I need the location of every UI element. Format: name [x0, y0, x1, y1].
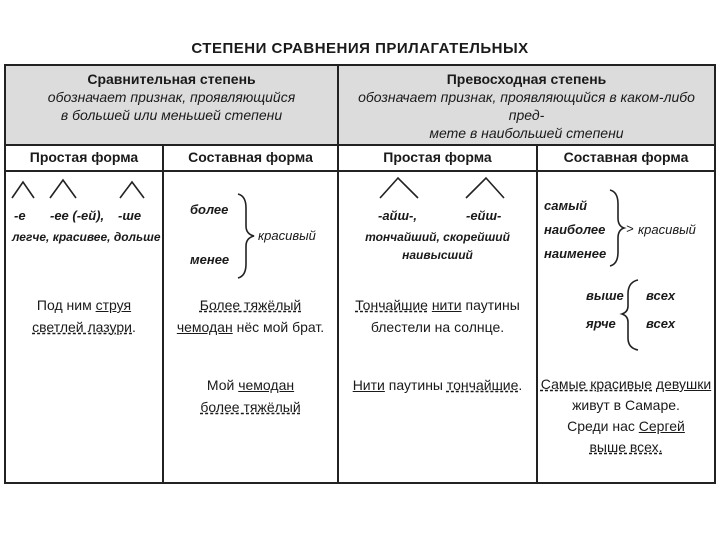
sup-arrow: > [626, 221, 634, 236]
comp-adj: красивый [258, 228, 316, 243]
comp-compound-sentence-1 [164, 294, 337, 338]
comp-word-bolee: более [190, 202, 229, 217]
cc-s1-w2: чемодан [176, 319, 233, 335]
sup-simple-header: Простая форма [383, 149, 492, 165]
sup-word-vseh-1: всех [646, 288, 676, 303]
superlative-title: Превосходная степень [446, 71, 607, 87]
sup-word-naimenee: наименее [544, 246, 607, 261]
superlative-desc-1: обозначает признак, проявляющийся в каком-либо пред- [358, 89, 695, 123]
comp-suffix-she: -ше [118, 208, 142, 223]
comp-compound-header: Составная форма [188, 149, 313, 165]
cc-s2-w3: более тяжёлый [200, 399, 301, 415]
comp-example-1: легче, [12, 230, 50, 244]
sc-s2-line2: выше всех. [589, 439, 663, 455]
cc-s2-w2: чемодан [238, 377, 295, 393]
cc-s1-w3: нёс мой брат. [236, 319, 325, 335]
ss-s1-w1: Тончайшие [355, 297, 428, 313]
comp-suffix-ee: -ее (-ей), [50, 208, 105, 223]
ss-s1-w3: паутины [465, 297, 520, 313]
sup-word-vyshe: выше [586, 288, 624, 303]
sc-s1-w1: Самые красивые [540, 376, 653, 392]
sup-simple-sentence-1 [339, 294, 536, 338]
subheader-divider [6, 170, 714, 172]
sup-brace-2 [6, 66, 7, 67]
comparative-desc-2: в большей или меньшей степени [60, 107, 283, 123]
ss-s1-w2: нити [431, 297, 462, 313]
page-title: СТЕПЕНИ СРАВНЕНИЯ ПРИЛАГАТЕЛЬНЫХ [191, 40, 529, 57]
ss-s1-line2: блестели на солнце. [370, 319, 505, 335]
superlative-desc-2: мете в наибольшей степени [429, 125, 624, 141]
sup-word-samyi: самый [544, 198, 588, 213]
sup-word-vseh-2: всех [646, 316, 676, 331]
sc-s2-w2: Сергей [638, 418, 685, 434]
comp-examples [12, 230, 161, 244]
sc-s2-w1: Среди нас [567, 418, 635, 434]
sup-suffix-eysh: -ейш- [466, 208, 502, 223]
comp-example-3: дольше [113, 230, 161, 244]
comparison-table [4, 64, 716, 484]
sc-s1-w2: девушки [655, 376, 712, 392]
cc-s1-w1: Более тяжёлый [199, 297, 302, 313]
cs-w3: светлей лазури [32, 319, 132, 335]
sup-word-naibolee: наиболее [544, 222, 606, 237]
comp-example-2: красивее, [52, 230, 111, 244]
sup-word-yarche: ярче [586, 316, 616, 331]
superlative-header [339, 70, 714, 142]
comp-simple-header: Простая форма [29, 149, 139, 165]
cs-end: . [132, 319, 136, 335]
ss-s2-w1: Нити [352, 377, 385, 393]
cs-w1: Под ним [36, 297, 92, 313]
comparative-title: Сравнительная степень [87, 71, 256, 87]
sup-adj: красивый [638, 222, 696, 237]
comparative-desc-1: обозначает признак, проявляющийся [47, 89, 296, 105]
sup-simple-sentence-2 [339, 374, 536, 396]
sup-compound-header: Составная форма [563, 149, 689, 165]
comp-simple-sentence [6, 294, 162, 338]
sup-compound-sentences [538, 374, 714, 458]
comp-compound-sentence-2 [164, 374, 337, 418]
sup-examples-1: тончайший, скорейший [365, 230, 510, 244]
ss-s2-w3: тончайшие [446, 377, 519, 393]
cc-s2-w1: Мой [206, 377, 235, 393]
header-divider [6, 144, 714, 146]
comp-suffix-e: -е [14, 208, 26, 223]
sc-s1-line2: живут в Самаре. [572, 397, 680, 413]
sup-examples-2: наивысший [402, 248, 473, 262]
ss-s2-end: . [518, 377, 523, 393]
comp-word-menee: менее [190, 252, 230, 267]
sup-suffix-aysh: -айш-, [378, 208, 417, 223]
comparative-header [6, 70, 337, 124]
ss-s2-w2: паутины [388, 377, 443, 393]
cs-w2: струя [95, 297, 132, 313]
